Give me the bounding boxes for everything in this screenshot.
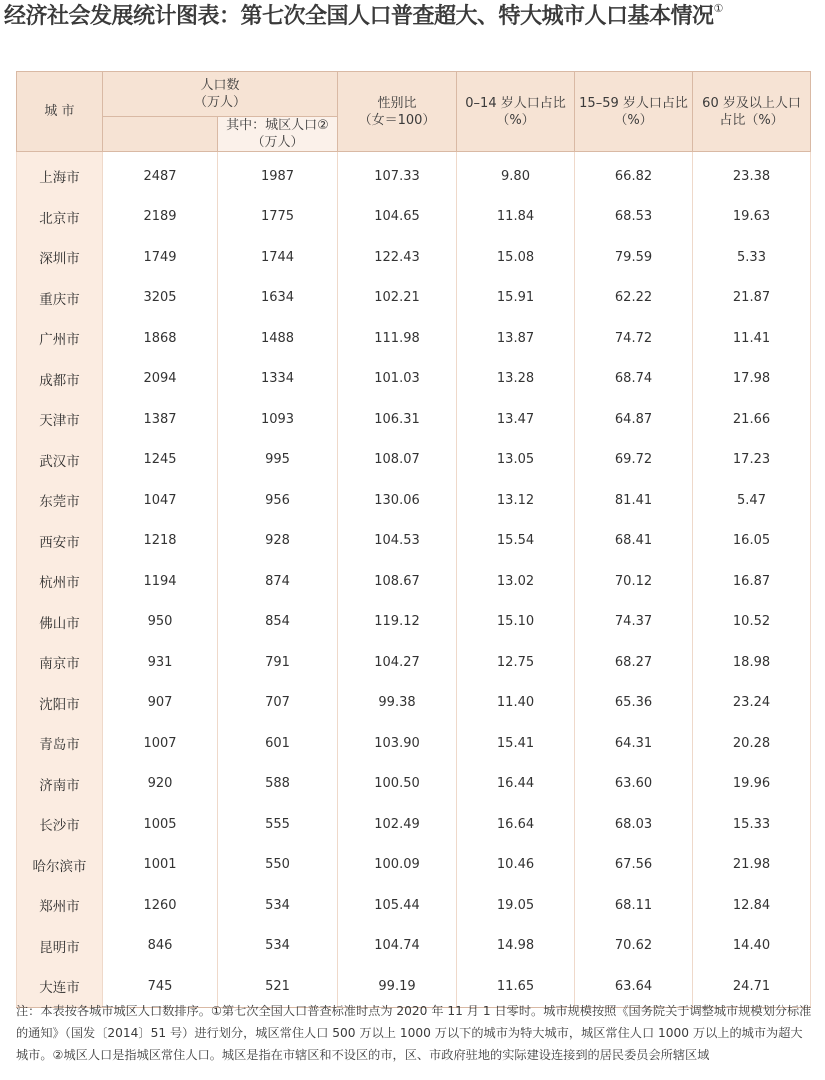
cell-population: 3205 <box>103 278 218 319</box>
cell-age-60-plus: 14.40 <box>693 926 811 967</box>
cell-age-15-59: 74.72 <box>575 318 693 359</box>
cell-age-15-59: 67.56 <box>575 845 693 886</box>
cell-population: 1218 <box>103 521 218 562</box>
cell-age-0-14: 10.46 <box>457 845 575 886</box>
table-row <box>17 318 811 359</box>
cell-sex-ratio: 100.09 <box>338 845 457 886</box>
cell-age-15-59: 68.03 <box>575 804 693 845</box>
title-footnote-mark: ① <box>713 2 723 15</box>
table-row <box>17 804 811 845</box>
cell-age-60-plus: 5.47 <box>693 480 811 521</box>
header-age-15-59-line2: （%） <box>614 112 653 128</box>
cell-population: 1387 <box>103 399 218 440</box>
table-body <box>17 152 811 1008</box>
cell-population: 1007 <box>103 723 218 764</box>
table-row <box>17 359 811 400</box>
cell-urban-population: 534 <box>218 926 338 967</box>
cell-age-15-59: 79.59 <box>575 237 693 278</box>
cell-sex-ratio: 108.67 <box>338 561 457 602</box>
cell-age-15-59: 81.41 <box>575 480 693 521</box>
cell-age-0-14: 15.10 <box>457 602 575 643</box>
table-row <box>17 602 811 643</box>
cell-population: 745 <box>103 966 218 1007</box>
cell-age-0-14: 13.02 <box>457 561 575 602</box>
cell-age-0-14: 16.64 <box>457 804 575 845</box>
table-row <box>17 926 811 967</box>
cell-population: 1194 <box>103 561 218 602</box>
cell-population: 1001 <box>103 845 218 886</box>
cell-sex-ratio: 99.38 <box>338 683 457 724</box>
cell-city: 昆明市 <box>17 926 103 967</box>
cell-sex-ratio: 101.03 <box>338 359 457 400</box>
header-age-0-14 <box>457 72 575 152</box>
table-row <box>17 723 811 764</box>
table-row <box>17 278 811 319</box>
cell-age-60-plus: 16.87 <box>693 561 811 602</box>
cell-city: 杭州市 <box>17 561 103 602</box>
cell-sex-ratio: 107.33 <box>338 152 457 197</box>
cell-age-15-59: 62.22 <box>575 278 693 319</box>
cell-sex-ratio: 104.65 <box>338 197 457 238</box>
cell-urban-population: 601 <box>218 723 338 764</box>
cell-urban-population: 1744 <box>218 237 338 278</box>
cell-age-15-59: 68.27 <box>575 642 693 683</box>
cell-population: 2094 <box>103 359 218 400</box>
cell-sex-ratio: 108.07 <box>338 440 457 481</box>
cell-age-0-14: 13.87 <box>457 318 575 359</box>
cell-urban-population: 1775 <box>218 197 338 238</box>
table-row <box>17 521 811 562</box>
cell-age-60-plus: 11.41 <box>693 318 811 359</box>
cell-age-60-plus: 19.63 <box>693 197 811 238</box>
cell-city: 南京市 <box>17 642 103 683</box>
page-title <box>4 0 824 34</box>
cell-age-0-14: 12.75 <box>457 642 575 683</box>
cell-population: 1260 <box>103 885 218 926</box>
cell-age-0-14: 11.84 <box>457 197 575 238</box>
title-text: 经济社会发展统计图表：第七次全国人口普查超大、特大城市人口基本情况 <box>4 4 714 29</box>
cell-city: 佛山市 <box>17 602 103 643</box>
cell-population: 931 <box>103 642 218 683</box>
cell-urban-population: 588 <box>218 764 338 805</box>
cell-age-15-59: 68.53 <box>575 197 693 238</box>
cell-age-60-plus: 18.98 <box>693 642 811 683</box>
cell-age-0-14: 15.91 <box>457 278 575 319</box>
cell-age-15-59: 68.74 <box>575 359 693 400</box>
cell-city: 郑州市 <box>17 885 103 926</box>
cell-sex-ratio: 100.50 <box>338 764 457 805</box>
cell-age-0-14: 13.28 <box>457 359 575 400</box>
cell-urban-population: 956 <box>218 480 338 521</box>
header-age-60-plus-line1: 60 岁及以上人口 <box>702 95 801 111</box>
cell-age-0-14: 14.98 <box>457 926 575 967</box>
table-row <box>17 480 811 521</box>
table-row <box>17 845 811 886</box>
table-row <box>17 152 811 197</box>
cell-sex-ratio: 119.12 <box>338 602 457 643</box>
cell-age-60-plus: 15.33 <box>693 804 811 845</box>
table-row <box>17 885 811 926</box>
header-sex-ratio-line2: （女＝100） <box>358 112 436 128</box>
cell-urban-population: 1093 <box>218 399 338 440</box>
cell-city: 哈尔滨市 <box>17 845 103 886</box>
header-urban-population <box>218 117 338 152</box>
cell-urban-population: 874 <box>218 561 338 602</box>
cell-sex-ratio: 103.90 <box>338 723 457 764</box>
population-table-container <box>16 71 810 1008</box>
cell-age-0-14: 11.40 <box>457 683 575 724</box>
cell-age-0-14: 15.54 <box>457 521 575 562</box>
cell-age-60-plus: 10.52 <box>693 602 811 643</box>
table-row <box>17 197 811 238</box>
cell-sex-ratio: 104.53 <box>338 521 457 562</box>
cell-age-15-59: 64.31 <box>575 723 693 764</box>
cell-age-60-plus: 21.87 <box>693 278 811 319</box>
header-urban-line2: （万人） <box>251 135 304 150</box>
table-row <box>17 642 811 683</box>
cell-urban-population: 854 <box>218 602 338 643</box>
cell-age-0-14: 11.65 <box>457 966 575 1007</box>
cell-city: 北京市 <box>17 197 103 238</box>
cell-population: 920 <box>103 764 218 805</box>
cell-city: 长沙市 <box>17 804 103 845</box>
header-sex-ratio <box>338 72 457 152</box>
header-sex-ratio-line1: 性别比 <box>377 95 417 111</box>
cell-population: 2189 <box>103 197 218 238</box>
cell-age-0-14: 13.05 <box>457 440 575 481</box>
cell-city: 成都市 <box>17 359 103 400</box>
cell-city: 沈阳市 <box>17 683 103 724</box>
cell-city: 广州市 <box>17 318 103 359</box>
population-table <box>16 71 811 1008</box>
header-age-60-plus <box>693 72 811 152</box>
cell-age-60-plus: 17.23 <box>693 440 811 481</box>
cell-urban-population: 1987 <box>218 152 338 197</box>
cell-sex-ratio: 130.06 <box>338 480 457 521</box>
header-age-15-59 <box>575 72 693 152</box>
cell-population: 1868 <box>103 318 218 359</box>
cell-sex-ratio: 105.44 <box>338 885 457 926</box>
cell-city: 武汉市 <box>17 440 103 481</box>
cell-urban-population: 1334 <box>218 359 338 400</box>
cell-urban-population: 555 <box>218 804 338 845</box>
cell-sex-ratio: 104.27 <box>338 642 457 683</box>
cell-sex-ratio: 122.43 <box>338 237 457 278</box>
cell-age-60-plus: 21.98 <box>693 845 811 886</box>
cell-sex-ratio: 104.74 <box>338 926 457 967</box>
cell-population: 1005 <box>103 804 218 845</box>
cell-age-0-14: 15.08 <box>457 237 575 278</box>
cell-city: 上海市 <box>17 152 103 197</box>
cell-age-15-59: 68.11 <box>575 885 693 926</box>
cell-age-60-plus: 17.98 <box>693 359 811 400</box>
table-row <box>17 561 811 602</box>
table-row <box>17 683 811 724</box>
cell-population: 1749 <box>103 237 218 278</box>
cell-age-15-59: 63.64 <box>575 966 693 1007</box>
cell-age-15-59: 63.60 <box>575 764 693 805</box>
header-age-0-14-line1: 0–14 岁人口占比 <box>465 95 566 111</box>
cell-population: 2487 <box>103 152 218 197</box>
header-population-line2: （万人） <box>194 95 247 110</box>
table-row <box>17 399 811 440</box>
cell-age-0-14: 9.80 <box>457 152 575 197</box>
cell-sex-ratio: 102.21 <box>338 278 457 319</box>
cell-age-60-plus: 23.24 <box>693 683 811 724</box>
cell-urban-population: 1488 <box>218 318 338 359</box>
header-age-0-14-line2: （%） <box>496 112 535 128</box>
cell-city: 深圳市 <box>17 237 103 278</box>
cell-age-0-14: 15.41 <box>457 723 575 764</box>
cell-population: 1245 <box>103 440 218 481</box>
cell-age-15-59: 70.12 <box>575 561 693 602</box>
cell-urban-population: 534 <box>218 885 338 926</box>
header-urban-line1: 其中：城区人口② <box>226 118 329 133</box>
cell-population: 907 <box>103 683 218 724</box>
cell-age-0-14: 13.12 <box>457 480 575 521</box>
cell-urban-population: 1634 <box>218 278 338 319</box>
cell-age-60-plus: 12.84 <box>693 885 811 926</box>
cell-age-0-14: 16.44 <box>457 764 575 805</box>
header-population-line1: 人口数 <box>200 78 240 93</box>
cell-urban-population: 928 <box>218 521 338 562</box>
header-population-empty <box>103 117 218 152</box>
cell-age-60-plus: 5.33 <box>693 237 811 278</box>
cell-urban-population: 791 <box>218 642 338 683</box>
cell-urban-population: 550 <box>218 845 338 886</box>
cell-sex-ratio: 99.19 <box>338 966 457 1007</box>
cell-sex-ratio: 102.49 <box>338 804 457 845</box>
table-row <box>17 440 811 481</box>
cell-age-15-59: 66.82 <box>575 152 693 197</box>
table-row <box>17 237 811 278</box>
header-population <box>103 72 338 117</box>
cell-population: 846 <box>103 926 218 967</box>
cell-urban-population: 521 <box>218 966 338 1007</box>
cell-sex-ratio: 106.31 <box>338 399 457 440</box>
cell-city: 东莞市 <box>17 480 103 521</box>
cell-age-60-plus: 20.28 <box>693 723 811 764</box>
cell-age-0-14: 19.05 <box>457 885 575 926</box>
header-age-60-plus-line2: 占比（%） <box>719 112 784 128</box>
cell-age-15-59: 70.62 <box>575 926 693 967</box>
cell-age-15-59: 64.87 <box>575 399 693 440</box>
cell-sex-ratio: 111.98 <box>338 318 457 359</box>
header-city: 城 市 <box>17 72 103 152</box>
footnote: 注：本表按各城市城区人口数排序。①第七次全国人口普查标准时点为 2020 年 11 月 1 日零时。城市规模按照《国务院关于调整城市规模划分标准的通知》（国发〔2014〕51 号）进行划分，城区常住人口 500 万以上 1000 万以下的城市为特大城市，城区常住人口 1000 万以上的城市为超大城市。②城区人口是指城区常住人口。城区是指在市辖区和不设区的市，区、市政府驻地的实际建设连接到的居民委员会所辖区域 <box>16 1004 812 1062</box>
table-header <box>17 72 811 152</box>
cell-urban-population: 995 <box>218 440 338 481</box>
cell-age-60-plus: 24.71 <box>693 966 811 1007</box>
cell-city: 青岛市 <box>17 723 103 764</box>
cell-city: 大连市 <box>17 966 103 1007</box>
cell-city: 西安市 <box>17 521 103 562</box>
cell-age-15-59: 74.37 <box>575 602 693 643</box>
cell-age-60-plus: 23.38 <box>693 152 811 197</box>
cell-urban-population: 707 <box>218 683 338 724</box>
cell-population: 950 <box>103 602 218 643</box>
cell-age-60-plus: 19.96 <box>693 764 811 805</box>
cell-age-15-59: 65.36 <box>575 683 693 724</box>
cell-city: 重庆市 <box>17 278 103 319</box>
cell-age-60-plus: 16.05 <box>693 521 811 562</box>
cell-age-60-plus: 21.66 <box>693 399 811 440</box>
table-row <box>17 764 811 805</box>
cell-city: 天津市 <box>17 399 103 440</box>
cell-age-0-14: 13.47 <box>457 399 575 440</box>
cell-city: 济南市 <box>17 764 103 805</box>
cell-population: 1047 <box>103 480 218 521</box>
cell-age-15-59: 69.72 <box>575 440 693 481</box>
header-age-15-59-line1: 15–59 岁人口占比 <box>579 95 688 111</box>
cell-age-15-59: 68.41 <box>575 521 693 562</box>
